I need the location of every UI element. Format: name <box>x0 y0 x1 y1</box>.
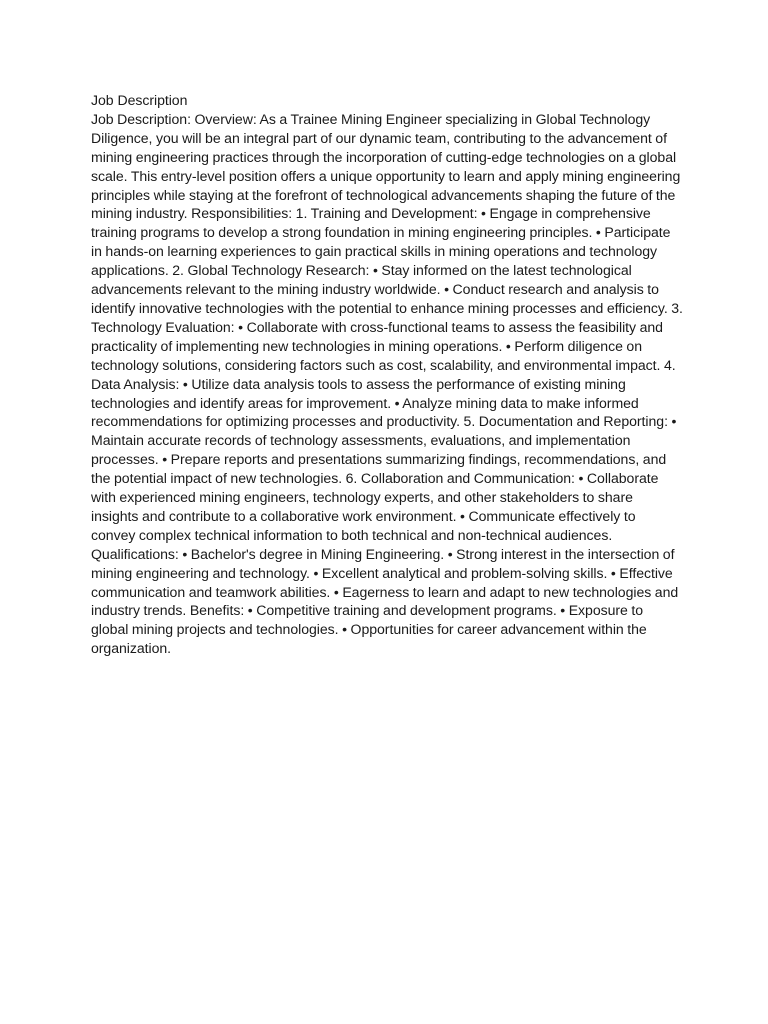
document-body: Job Description: Overview: As a Trainee Mining Engineer specializing in Global Technology Diligence, you will be an integral part of our dynamic team, contributing to the advancement of mining engineering practices through the incorporation of cutting-edge technologies on a global scale. This entry-level position offers a unique opportunity to learn and apply mining engineering principles while staying at the forefront of technological advancements shaping the future of the mining industry. Responsibilities: 1. Training and Development: • Engage in comprehensive training programs to develop a strong foundation in mining engineering principles. • Participate in hands-on learning experiences to gain practical skills in mining operations and technology applications. 2. Global Technology Research: • Stay informed on the latest technological advancements relevant to the mining industry worldwide. • Conduct research and analysis to identify innovative technologies with the potential to enhance mining processes and efficiency. 3. Technology Evaluation: • Collaborate with cross-functional teams to assess the feasibility and practicality of implementing new technologies in mining operations. • Perform diligence on technology solutions, considering factors such as cost, scalability, and environmental impact. 4. Data Analysis: • Utilize data analysis tools to assess the performance of existing mining technologies and identify areas for improvement. • Analyze mining data to make informed recommendations for optimizing processes and productivity. 5. Documentation and Reporting: • Maintain accurate records of technology assessments, evaluations, and implementation processes. • Prepare reports and presentations summarizing findings, recommendations, and the potential impact of new technologies. 6. Collaboration and Communication: • Collaborate with experienced mining engineers, technology experts, and other stakeholders to share insights and contribute to a collaborative work environment. • Communicate effectively to convey complex technical information to both technical and non-technical audiences. Qualifications: • Bachelor's degree in Mining Engineering. • Strong interest in the intersection of mining engineering and technology. • Excellent analytical and problem-solving skills. • Effective communication and teamwork abilities. • Eagerness to learn and adapt to new technologies and industry trends. Benefits: • Competitive training and development programs. • Exposure to global mining projects and technologies. • Opportunities for career advancement within the organization. <box>91 110 683 657</box>
document-heading: Job Description <box>91 92 188 108</box>
document-text-block <box>91 91 683 658</box>
